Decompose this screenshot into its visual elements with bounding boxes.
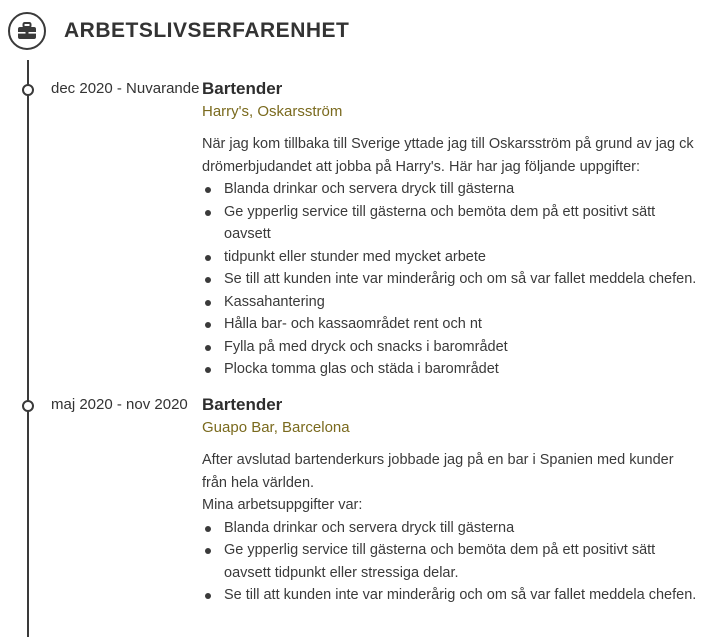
list-item: Fylla på med dryck och snacks i barområdet <box>202 336 697 359</box>
list-item: Plocka tomma glas och städa i barområdet <box>202 358 697 381</box>
employer: Harry's, Oskarsström <box>202 103 343 120</box>
job-title: Bartender <box>202 79 283 98</box>
list-item: Se till att kunden inte var minderårig och om så var fallet meddela chefen. <box>202 268 697 291</box>
briefcase-icon <box>8 12 46 50</box>
timeline-dot <box>22 400 34 412</box>
entry-content <box>202 78 697 381</box>
timeline-line <box>27 60 29 637</box>
timeline-dot <box>22 84 34 96</box>
task-list <box>202 517 697 607</box>
employer: Guapo Bar, Barcelona <box>202 419 350 436</box>
job-title: Bartender <box>202 395 283 414</box>
entry-description <box>202 449 697 607</box>
list-item: tidpunkt eller stunder med mycket arbete <box>202 246 697 269</box>
section-header <box>8 12 349 50</box>
task-list <box>202 178 697 381</box>
description-paragraph: After avslutad bartenderkurs jobbade jag på en bar i Spanien med kunder från hela världen. <box>202 452 674 491</box>
list-item: Blanda drinkar och servera dryck till gästerna <box>202 517 697 540</box>
description-paragraph: Mina arbetsuppgifter var: <box>202 497 363 513</box>
entry-date: maj 2020 - nov 2020 <box>51 396 188 413</box>
description-paragraph: När jag kom tillbaka till Sverige yttade jag till Oskarsström på grund av jag ck drömerbjudandet att jobba på Harry's. Här har jag följande uppgifter: <box>202 136 694 175</box>
list-item: Blanda drinkar och servera dryck till gästerna <box>202 178 697 201</box>
entry-content <box>202 394 697 607</box>
section-title: ARBETSLIVSERFARENHET <box>64 19 350 42</box>
entry-description <box>202 133 697 381</box>
list-item: Ge ypperlig service till gästerna och bemöta dem på ett positivt sätt oavsett tidpunkt eller stressiga delar. <box>202 539 697 584</box>
list-item: Hålla bar- och kassaområdet rent och nt <box>202 313 697 336</box>
entry-date: dec 2020 - Nuvarande <box>51 80 200 97</box>
list-item: Se till att kunden inte var minderårig och om så var fallet meddela chefen. <box>202 584 697 607</box>
list-item: Ge ypperlig service till gästerna och bemöta dem på ett positivt sätt oavsett <box>202 201 697 246</box>
list-item: Kassahantering <box>202 291 697 314</box>
